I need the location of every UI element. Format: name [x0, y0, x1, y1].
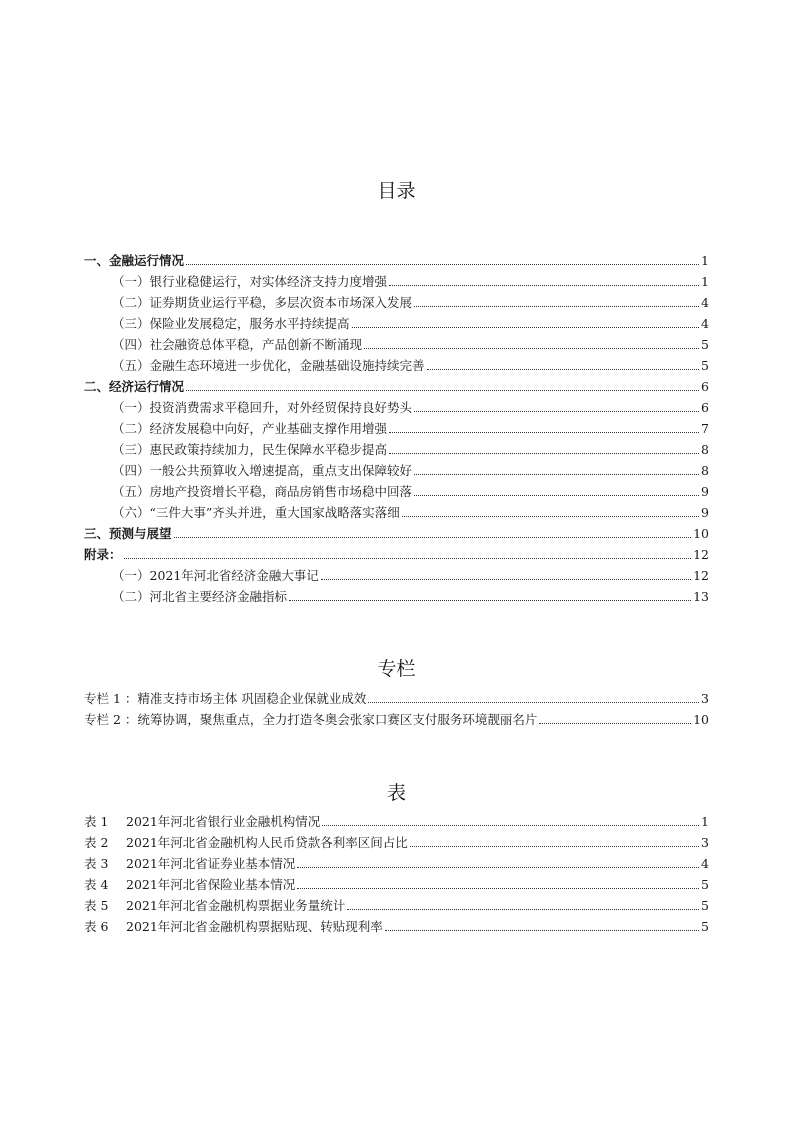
- contents-title: 目录: [377, 180, 416, 202]
- dot-leader: [389, 453, 699, 454]
- toc-label: 2021年河北省金融机构票据业务量统计: [126, 898, 346, 913]
- table-entry-3[interactable]: [84, 855, 709, 871]
- toc-section-2[interactable]: [84, 378, 709, 394]
- table-entry-1[interactable]: [84, 813, 709, 829]
- toc-label: （一）2021年河北省经济金融大事记: [112, 568, 319, 583]
- dot-leader: [124, 558, 692, 559]
- dot-leader: [389, 285, 699, 286]
- toc-page-number: 10: [693, 712, 709, 727]
- dot-leader: [174, 537, 692, 538]
- toc-label: （二）证券期货业运行平稳，多层次资本市场深入发展: [112, 295, 413, 310]
- dot-leader: [414, 306, 699, 307]
- toc-section-3[interactable]: [84, 525, 709, 541]
- toc-label: （二）河北省主要经济金融指标: [112, 589, 288, 604]
- toc-appendix[interactable]: [84, 546, 709, 562]
- toc-label: 三、预测与展望: [84, 526, 172, 541]
- toc-label: （三）保险业发展稳定，服务水平持续提高: [112, 316, 350, 331]
- toc-label: （一）银行业稳健运行，对实体经济支持力度增强: [112, 274, 388, 289]
- toc-label: （六）“三件大事”齐头并进，重大国家战略落实落细: [112, 505, 400, 520]
- toc-page-number: 4: [701, 295, 709, 310]
- dot-leader: [414, 495, 699, 496]
- toc-page-number: 3: [701, 691, 709, 706]
- dot-leader: [364, 348, 699, 349]
- toc-page-number: 12: [693, 547, 709, 562]
- toc-label: 附录：: [84, 547, 122, 562]
- column-entry-1[interactable]: [84, 690, 709, 706]
- toc-page-number: 1: [701, 253, 709, 268]
- dot-leader: [186, 390, 699, 391]
- columns-title: 专栏: [377, 658, 416, 680]
- toc-label: 专栏 1 ：精准支持市场主体 巩固稳企业保就业成效: [84, 691, 367, 706]
- table-prefix: 表 3: [84, 856, 109, 871]
- table-entry-5[interactable]: [84, 897, 709, 913]
- dot-leader: [368, 702, 699, 703]
- table-entry-2[interactable]: [84, 834, 709, 850]
- table-prefix: 表 4: [84, 877, 109, 892]
- dot-leader: [352, 327, 700, 328]
- toc-item-2-5[interactable]: [112, 483, 709, 499]
- toc-label: （一）投资消费需求平稳回升，对外经贸保持良好势头: [112, 400, 413, 415]
- dot-leader: [410, 846, 699, 847]
- toc-label: 2021年河北省金融机构票据贴现、转贴现利率: [126, 919, 383, 934]
- dot-leader: [427, 369, 700, 370]
- toc-label: 一、金融运行情况: [84, 253, 185, 268]
- toc-item-2-6[interactable]: [112, 504, 709, 520]
- toc-page-number: 6: [701, 379, 709, 394]
- toc-page-number: 5: [701, 877, 709, 892]
- dot-leader: [321, 579, 691, 580]
- toc-item-1-2[interactable]: [112, 294, 709, 310]
- toc-label: 2021年河北省证券业基本情况: [126, 856, 296, 871]
- toc-page-number: 4: [701, 856, 709, 871]
- toc-page-number: 5: [701, 337, 709, 352]
- toc-label: 二、经济运行情况: [84, 379, 185, 394]
- toc-label: （四）社会融资总体平稳，产品创新不断涌现: [112, 337, 363, 352]
- toc-page-number: 12: [693, 568, 709, 583]
- toc-item-1-4[interactable]: [112, 336, 709, 352]
- column-entry-2[interactable]: [84, 711, 709, 727]
- toc-label: 2021年河北省金融机构人民币贷款各利率区间占比: [126, 835, 408, 850]
- toc-label: （四）一般公共预算收入增速提高，重点支出保障较好: [112, 463, 413, 478]
- toc-item-2-2[interactable]: [112, 420, 709, 436]
- dot-leader: [297, 867, 699, 868]
- toc-page-number: 10: [693, 526, 709, 541]
- toc-appendix-2[interactable]: [112, 588, 709, 604]
- toc-page-number: 4: [701, 316, 709, 331]
- toc-label: （五）金融生态环境进一步优化，金融基础设施持续完善: [112, 358, 425, 373]
- toc-page-number: 7: [701, 421, 709, 436]
- table-entry-4[interactable]: [84, 876, 709, 892]
- toc-page-number: 5: [701, 358, 709, 373]
- dot-leader: [402, 516, 699, 517]
- dot-leader: [289, 600, 691, 601]
- dot-leader: [347, 909, 699, 910]
- toc-label: 2021年河北省银行业金融机构情况: [126, 814, 321, 829]
- toc-appendix-1[interactable]: [112, 567, 709, 583]
- dot-leader: [385, 930, 699, 931]
- table-prefix: 表 2: [84, 835, 109, 850]
- dot-leader: [186, 264, 699, 265]
- toc-page-number: 3: [701, 835, 709, 850]
- table-entry-6[interactable]: [84, 918, 709, 934]
- tables-title: 表: [386, 782, 406, 804]
- dot-leader: [414, 474, 699, 475]
- toc-page-number: 1: [701, 274, 709, 289]
- toc-page-number: 5: [701, 898, 709, 913]
- toc-page-number: 9: [701, 484, 709, 499]
- toc-label: （三）惠民政策持续加力，民生保障水平稳步提高: [112, 442, 388, 457]
- toc-item-2-1[interactable]: [112, 399, 709, 415]
- toc-page-number: 1: [701, 814, 709, 829]
- toc-label: （五）房地产投资增长平稳，商品房销售市场稳中回落: [112, 484, 413, 499]
- toc-item-2-4[interactable]: [112, 462, 709, 478]
- toc-section-1[interactable]: [84, 252, 709, 268]
- table-prefix: 表 5: [84, 898, 109, 913]
- toc-page-number: 13: [693, 589, 709, 604]
- dot-leader: [322, 825, 699, 826]
- toc-page-number: 8: [701, 463, 709, 478]
- dot-leader: [389, 432, 699, 433]
- toc-item-1-3[interactable]: [112, 315, 709, 331]
- table-prefix: 表 1: [84, 814, 109, 829]
- toc-item-1-1[interactable]: [112, 273, 709, 289]
- toc-page-number: 5: [701, 919, 709, 934]
- dot-leader: [297, 888, 699, 889]
- dot-leader: [414, 411, 699, 412]
- toc-label: （二）经济发展稳中向好，产业基础支撑作用增强: [112, 421, 388, 436]
- toc-label: 专栏 2 ：统筹协调，聚焦重点，全力打造冬奥会张家口赛区支付服务环境靓丽名片: [84, 712, 538, 727]
- dot-leader: [539, 723, 691, 724]
- toc-label: 2021年河北省保险业基本情况: [126, 877, 296, 892]
- toc-item-1-5[interactable]: [112, 357, 709, 373]
- table-prefix: 表 6: [84, 919, 109, 934]
- toc-page-number: 9: [701, 505, 709, 520]
- toc-item-2-3[interactable]: [112, 441, 709, 457]
- toc-page-number: 8: [701, 442, 709, 457]
- toc-page-number: 6: [701, 400, 709, 415]
